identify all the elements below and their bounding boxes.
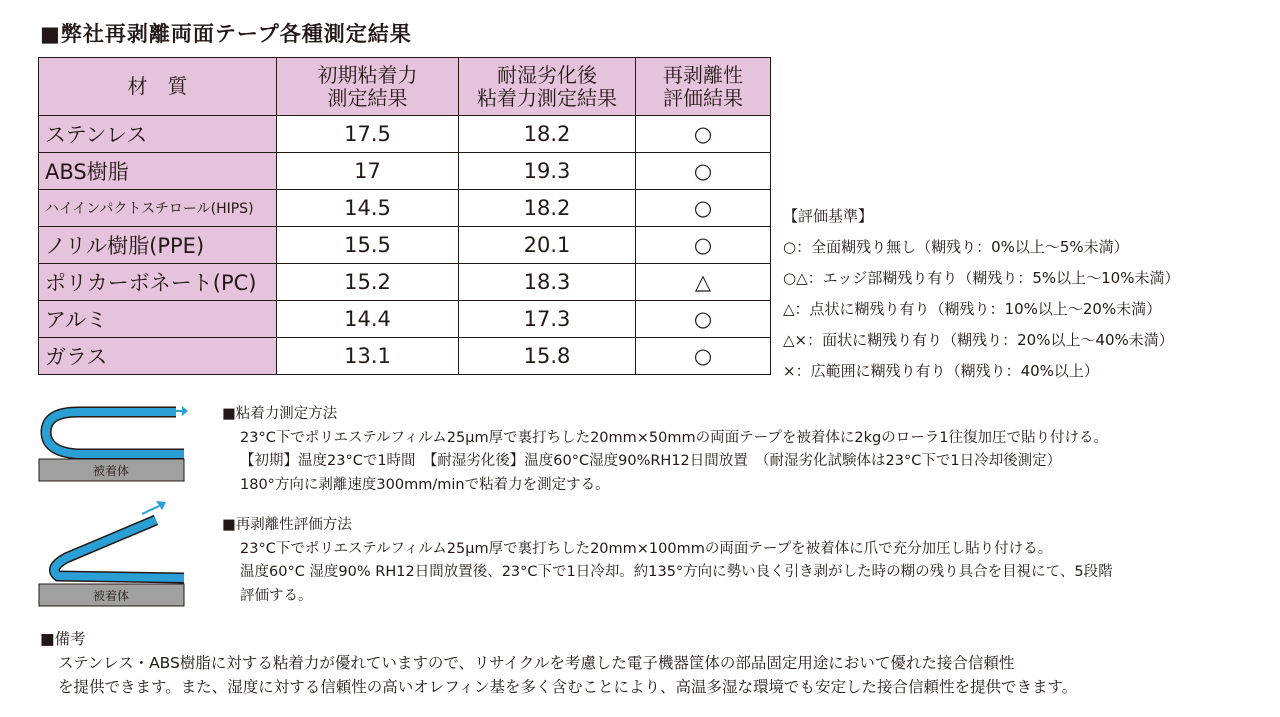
remark-line: ステンレス・ABS樹脂に対する粘着力が優れていますので、リサイクルを考慮した電子機器筐体の部品固定用途において優れた接合信頼性 xyxy=(58,654,1015,672)
cell-result: ○ xyxy=(636,190,771,227)
table-row xyxy=(39,338,771,375)
rerelease-method-section xyxy=(222,514,1113,608)
header-material: 材 質 xyxy=(39,58,277,116)
section-heading: ■粘着力測定方法 xyxy=(222,406,338,422)
header-humid xyxy=(459,58,636,116)
cell-result: ○ xyxy=(636,338,771,375)
cell-initial: 14.4 xyxy=(277,301,459,338)
cell-material: ハイインパクトスチロール(HIPS) xyxy=(39,190,277,227)
cell-humid: 20.1 xyxy=(459,227,636,264)
table-row xyxy=(39,116,771,153)
peel-135-diagram xyxy=(38,498,188,608)
cell-material: ガラス xyxy=(39,338,277,375)
cell-material: ステンレス xyxy=(39,116,277,153)
cell-initial: 14.5 xyxy=(277,190,459,227)
cell-material: アルミ xyxy=(39,301,277,338)
header-initial xyxy=(277,58,459,116)
cell-result: △ xyxy=(636,264,771,301)
evaluation-legend xyxy=(783,201,1179,387)
cell-humid: 18.2 xyxy=(459,116,636,153)
legend-item: ×：広範囲に糊残り有り（糊残り：40%以上） xyxy=(783,362,1099,380)
substrate-label: 被着体 xyxy=(92,464,130,478)
cell-humid: 17.3 xyxy=(459,301,636,338)
legend-item: ○△：エッジ部糊残り有り（糊残り：5%以上〜10%未満） xyxy=(783,269,1180,287)
cell-result: ○ xyxy=(636,153,771,190)
method-line: 180°方向に剥離速度300mm/minで粘着力を測定する。 xyxy=(240,476,610,493)
page-title: ■弊社再剥離両面テープ各種測定結果 xyxy=(40,22,412,46)
peel-arrow-icon xyxy=(142,506,159,514)
method-line: 温度60°C 湿度90% RH12日間放置後、23°C下で1日冷却。約135°方向に勢い良く引き剥がした時の糊の残り具合を目視にて、5段階 xyxy=(240,564,1113,580)
table-row xyxy=(39,153,771,190)
header-initial-line2: 測定結果 xyxy=(327,85,408,110)
cell-material: ABS樹脂 xyxy=(39,153,277,190)
table-row xyxy=(39,227,771,264)
remark-line: を提供できます。また、湿度に対する信頼性の高いオレフィン基を多く含むことにより、高温多湿な環境でも安定した接合信頼性を提供できます。 xyxy=(58,678,1078,696)
method-line: 【初期】温度23°Cで1時間 【耐湿劣化後】温度60°C湿度90%RH12日間放置 （耐湿劣化試験体は23°C下で1日冷却後測定） xyxy=(240,453,1062,469)
remarks-section xyxy=(40,627,1077,699)
cell-result: ○ xyxy=(636,227,771,264)
cell-humid: 18.3 xyxy=(459,264,636,301)
header-humid-line2: 粘着力測定結果 xyxy=(477,85,617,110)
cell-initial: 17 xyxy=(277,153,459,190)
section-heading: ■備考 xyxy=(40,630,86,648)
cell-initial: 15.5 xyxy=(277,227,459,264)
cell-result: ○ xyxy=(636,116,771,153)
table-row xyxy=(39,190,771,227)
header-initial-line1: 初期粘着力 xyxy=(317,62,418,87)
method-line: 23°C下でポリエステルフィルム25μm厚で裏打ちした20mm×50mmの両面テープを被着体に2kgのローラ1往復加圧で貼り付ける。 xyxy=(240,429,1108,446)
cell-humid: 19.3 xyxy=(459,153,636,190)
legend-item: △×：面状に糊残り有り（糊残り：20%以上〜40%未満） xyxy=(783,331,1174,349)
cell-humid: 15.8 xyxy=(459,338,636,375)
method-line: 評価する。 xyxy=(240,587,313,604)
legend-item: ○：全面糊残り無し（糊残り：0%以上〜5%未満） xyxy=(783,238,1129,256)
peel-180-diagram xyxy=(38,400,188,485)
method-line: 23°C下でポリエステルフィルム25μm厚で裏打ちした20mm×100mmの両面テープを被着体に爪で充分加圧し貼り付ける。 xyxy=(240,540,1053,557)
legend-item: △：点状に糊残り有り（糊残り：10%以上〜20%未満） xyxy=(783,300,1162,318)
header-rerelease xyxy=(636,58,771,116)
section-heading: ■再剥離性評価方法 xyxy=(222,517,352,533)
table-row xyxy=(39,264,771,301)
table-header-row xyxy=(39,58,771,116)
cell-initial: 17.5 xyxy=(277,116,459,153)
header-rerelease-line1: 再剥離性 xyxy=(663,62,743,87)
results-table xyxy=(38,57,771,375)
header-rerelease-line2: 評価結果 xyxy=(663,85,743,110)
cell-material: ノリル樹脂(PPE) xyxy=(39,227,277,264)
cell-material: ポリカーボネート(PC) xyxy=(39,264,277,301)
table-row xyxy=(39,301,771,338)
header-humid-line1: 耐湿劣化後 xyxy=(497,62,597,87)
legend-title: 【評価基準】 xyxy=(783,207,874,225)
cell-initial: 15.2 xyxy=(277,264,459,301)
cell-humid: 18.2 xyxy=(459,190,636,227)
adhesion-method-section xyxy=(222,403,1108,497)
cell-initial: 13.1 xyxy=(277,338,459,375)
cell-result: ○ xyxy=(636,301,771,338)
substrate-label: 被着体 xyxy=(92,589,130,603)
